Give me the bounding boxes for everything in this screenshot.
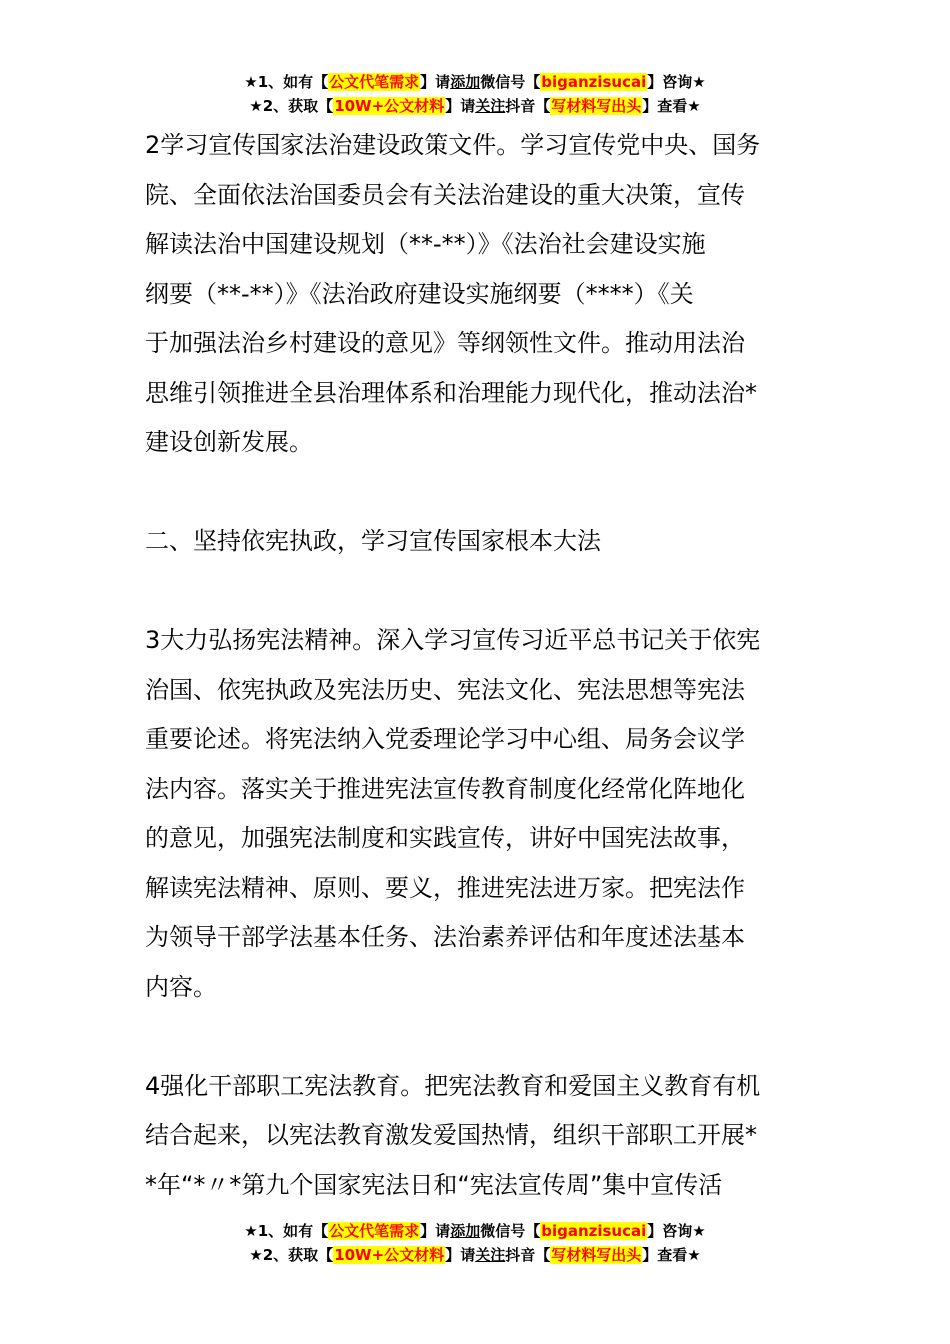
- promo-text: 】请: [445, 1246, 476, 1264]
- promo-underline: 添加: [450, 1222, 481, 1240]
- paragraph-4: [145, 1062, 810, 1211]
- promo-text: 】查看★: [642, 97, 701, 115]
- promo-highlight-douyin: 写材料写出头: [551, 1246, 642, 1264]
- text-line: *年“*〃*第九个国家宪法日和“宪法宣传周”集中宣传活: [145, 1170, 723, 1199]
- promo-highlight-douyin: 写材料写出头: [551, 97, 642, 115]
- text-line: 重要论述。将宪法纳入党委理论学习中心组、局务会议学: [145, 725, 745, 753]
- text-line: 的意见，加强宪法制度和实践宣传，讲好中国宪法故事，: [145, 824, 745, 852]
- promo-highlight: 10W+公文材料: [334, 1246, 445, 1264]
- promo-text: 】咨询★: [647, 1222, 706, 1240]
- text-line: 院、全面依法治国委员会有关法治建设的重大决策，宣传: [145, 180, 745, 209]
- paragraph-spacer: [145, 1012, 810, 1062]
- text-line: 结合起来，以宪法教育激发爱国热情，组织干部职工开展*: [145, 1121, 757, 1149]
- text-line: 治国、依宪执政及宪法历史、宪法文化、宪法思想等宪法: [145, 675, 745, 704]
- footer-promo-banner: [0, 1219, 950, 1267]
- promo-text: 】请: [420, 1222, 451, 1240]
- promo-text: ★2、获取【: [249, 97, 334, 115]
- promo-highlight: 10W+公文材料: [334, 97, 445, 115]
- text-line: 思维引领推进全县治理体系和治理能力现代化，推动法治*: [145, 378, 757, 407]
- text-line: 3大力弘扬宪法精神。深入学习宣传习近平总书记关于依宪: [145, 626, 761, 654]
- section-heading: 二、坚持依宪执政，学习宣传国家根本大法: [145, 527, 601, 555]
- promo-highlight: 公文代笔需求: [329, 1222, 420, 1240]
- text-line: 内容。: [145, 972, 217, 1001]
- promo-line-2: [0, 94, 950, 118]
- promo-text: 抖音【: [505, 1246, 551, 1264]
- text-line: 于加强法治乡村建设的意见》等纲领性文件。推动用法治: [145, 329, 745, 357]
- promo-line-2: [0, 1243, 950, 1267]
- paragraph-spacer: [145, 567, 810, 617]
- text-line: 解读法治中国建设规划（**-**）》《法治社会建设实施: [145, 230, 706, 258]
- paragraph-spacer: [145, 468, 810, 518]
- paragraph-2: [145, 121, 810, 468]
- text-line: 建设创新发展。: [145, 428, 313, 456]
- promo-highlight-wechat-id: biganzisucai: [541, 73, 647, 91]
- text-line: 解读宪法精神、原则、要义，推进宪法进万家。把宪法作: [145, 873, 745, 902]
- text-line: 2学习宣传国家法治建设政策文件。学习宣传党中央、国务: [145, 131, 761, 159]
- promo-line-1: [0, 1219, 950, 1243]
- header-promo-banner: [0, 70, 950, 118]
- document-body: [145, 121, 810, 1210]
- promo-text: ★2、获取【: [249, 1246, 334, 1264]
- text-line: 纲要（**-**）》《法治政府建设实施纲要（****）《关: [145, 279, 694, 308]
- promo-text: 】查看★: [642, 1246, 701, 1264]
- promo-highlight-wechat-id: biganzisucai: [541, 1222, 647, 1240]
- promo-text: 】咨询★: [647, 73, 706, 91]
- promo-text: 】请: [445, 97, 476, 115]
- promo-highlight: 公文代笔需求: [329, 73, 420, 91]
- promo-underline: 添加: [450, 73, 481, 91]
- paragraph-3: [145, 616, 810, 1012]
- promo-text: 】请: [420, 73, 451, 91]
- text-line: 为领导干部学法基本任务、法治素养评估和年度述法基本: [145, 923, 745, 951]
- promo-text: 抖音【: [505, 97, 551, 115]
- promo-underline: 关注: [475, 1246, 506, 1264]
- promo-text: ★1、如有【: [244, 73, 329, 91]
- promo-text: ★1、如有【: [244, 1222, 329, 1240]
- text-line: 4强化干部职工宪法教育。把宪法教育和爱国主义教育有机: [145, 1071, 761, 1100]
- promo-text: 微信号【: [480, 1222, 541, 1240]
- text-line: 法内容。落实关于推进宪法宣传教育制度化经常化阵地化: [145, 774, 745, 803]
- promo-underline: 关注: [475, 97, 506, 115]
- promo-text: 微信号【: [480, 73, 541, 91]
- promo-line-1: [0, 70, 950, 94]
